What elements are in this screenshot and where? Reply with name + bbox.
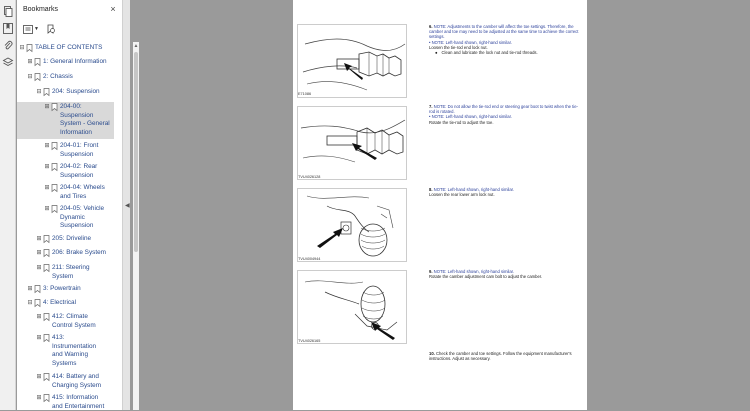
- bookmark-icon: [34, 58, 41, 66]
- bookmark-icon: [34, 285, 41, 293]
- step-instruction: Rotate the tie-rod to adjust the toe.: [429, 119, 494, 125]
- expand-toggle-icon[interactable]: ⊞: [36, 250, 42, 256]
- tree-item-204-04[interactable]: [44, 184, 105, 201]
- label-line: Suspension: [60, 171, 94, 179]
- expand-toggle-icon[interactable]: ⊞: [36, 374, 42, 380]
- illustration-tie-rod-locknut: [297, 24, 407, 98]
- label-line: System: [52, 272, 74, 280]
- tree-item-brake-system[interactable]: [36, 249, 106, 258]
- tree-item-204-05[interactable]: [44, 205, 104, 231]
- step-number: 9.: [429, 269, 433, 274]
- attachments-icon[interactable]: [2, 40, 14, 52]
- figure-code: E71086: [298, 92, 312, 96]
- tree-item-label: 206: Brake System: [52, 249, 106, 256]
- procedure-step-6: [429, 24, 581, 55]
- bookmarks-icon[interactable]: [2, 23, 14, 35]
- tree-item-general-information[interactable]: [27, 58, 107, 67]
- scroll-up-arrow-icon[interactable]: ▲: [133, 43, 139, 49]
- tree-item-label: [52, 264, 90, 281]
- tree-item-climate-control[interactable]: [36, 313, 96, 330]
- pages-icon[interactable]: [2, 6, 14, 18]
- label-line: 211: Steering: [52, 264, 90, 271]
- figure-code: TVU4026128: [298, 175, 321, 179]
- tree-item-label: [52, 313, 96, 330]
- bookmark-icon: [43, 373, 50, 381]
- scrollbar-thumb[interactable]: [134, 52, 138, 252]
- label-line: 412: Climate: [52, 313, 88, 320]
- bookmark-icon: [43, 249, 50, 257]
- step-instruction: Loosen the tie-rod end lock nut.: [429, 44, 488, 50]
- tree-item-information-entertainment[interactable]: [36, 394, 104, 411]
- expand-toggle-icon[interactable]: ⊞: [27, 286, 33, 292]
- step-instruction: Check the camber and toe settings. Follow the equipment manufacturer's instructions. Adjust as necessary.: [429, 351, 572, 362]
- expand-toggle-icon[interactable]: ⊞: [36, 236, 42, 242]
- expand-toggle-icon[interactable]: ⊞: [27, 59, 33, 65]
- step-number: 10.: [429, 351, 435, 356]
- label-line: Suspension: [60, 150, 94, 158]
- layers-icon[interactable]: [2, 57, 14, 69]
- side-rail: [0, 0, 16, 410]
- tree-item-electrical[interactable]: [27, 299, 76, 308]
- bookmark-icon: [43, 88, 50, 96]
- bookmark-search-icon: [45, 24, 56, 35]
- illustration-rear-lower-arm: [297, 188, 407, 262]
- bookmark-icon: [51, 205, 58, 213]
- tree-item-204-01[interactable]: [44, 142, 98, 159]
- collapse-toggle-icon[interactable]: ⊟: [36, 89, 42, 95]
- step-instruction: Rotate the camber adjustment cam bolt to adjust the camber.: [429, 274, 543, 280]
- tree-item-toc[interactable]: [19, 44, 102, 53]
- step-note: NOTE: Adjustments to the camber will affect the toe settings. Therefore, the camber and toe may need to be adjusted at the same time to achieve the correct settings.: [429, 24, 579, 40]
- step-note: NOTE: Left-hand shown, right-hand similar.: [433, 269, 514, 274]
- document-page: [293, 0, 587, 410]
- tree-item-label: [52, 373, 101, 390]
- bookmark-icon: [43, 235, 50, 243]
- tree-item-battery-charging[interactable]: [36, 373, 101, 390]
- panel-header: [17, 0, 122, 18]
- procedure-step-7: [429, 104, 581, 125]
- step-sub-note: • NOTE: Left-hand shown, right-hand similar.: [429, 114, 512, 120]
- procedure-step-10: [429, 351, 581, 361]
- bookmarks-toolbar: [17, 18, 122, 40]
- tree-item-label: 4: Electrical: [43, 299, 77, 306]
- label-line: System - General: [60, 120, 110, 128]
- label-line: and Tires: [60, 192, 87, 200]
- step-note: NOTE: Do not allow the tie-rod end or steering gear boot to twist when the tie-rod is rotated.: [429, 104, 578, 115]
- tree-item-label: [60, 205, 104, 231]
- step-bullet: [429, 50, 581, 55]
- step-number: 7.: [429, 104, 433, 109]
- label-line: Suspension: [60, 111, 94, 119]
- label-line: 204-02: Rear: [60, 163, 98, 170]
- bookmark-icon: [43, 313, 50, 321]
- procedure-step-9: [429, 269, 581, 279]
- tree-item-label: TABLE OF CONTENTS: [35, 44, 103, 51]
- panel-title: Bookmarks: [23, 5, 59, 13]
- tree-item-label: 2: Chassis: [43, 73, 73, 80]
- tree-item-driveline[interactable]: [36, 235, 91, 244]
- label-line: 204-00:: [60, 103, 82, 110]
- figure-code: TVU4004944: [298, 257, 321, 261]
- tree-item-label: [60, 142, 98, 159]
- bookmark-icon: [43, 264, 50, 272]
- tree-item-label: [60, 184, 105, 201]
- step-sub-note: • NOTE: Left-hand shown, right-hand similar.: [429, 39, 512, 45]
- bullet-text: Clean and lubricate the lock nut and tie-rod threads.: [441, 50, 538, 56]
- expand-toggle-icon[interactable]: ⊞: [44, 143, 50, 149]
- label-line: Information: [60, 128, 92, 136]
- collapse-panel-arrow-icon[interactable]: ◀: [125, 203, 130, 209]
- tree-item-suspension[interactable]: [36, 88, 100, 97]
- bookmark-icon: [34, 299, 41, 307]
- bookmark-icon: [51, 184, 58, 192]
- collapse-toggle-icon[interactable]: ⊟: [27, 300, 33, 306]
- collapse-toggle-icon[interactable]: ⊟: [27, 74, 33, 80]
- label-line: 204-01: Front: [60, 142, 99, 149]
- tree-item-label: [52, 334, 96, 368]
- tree-item-label: 1: General Information: [43, 58, 107, 65]
- tree-item-label: 3: Powertrain: [43, 285, 81, 292]
- expand-toggle-icon[interactable]: ⊞: [44, 206, 50, 212]
- illustration-camber-cam-bolt: [297, 270, 407, 344]
- tree-item-label: 204: Suspension: [52, 88, 100, 95]
- list-options-icon: [23, 25, 33, 34]
- expand-toggle-icon[interactable]: ⊞: [36, 265, 42, 271]
- tree-item-204-02[interactable]: [44, 163, 97, 180]
- label-line: 415: Information: [52, 394, 99, 401]
- label-line: Dynamic: [60, 213, 85, 221]
- label-line: Systems: [52, 359, 77, 367]
- label-line: and Warning: [52, 351, 88, 359]
- step-note: NOTE: Left-hand shown, right-hand similar.: [433, 187, 514, 192]
- tree-item-instrumentation[interactable]: [36, 334, 96, 368]
- bookmark-icon: [51, 163, 58, 171]
- bookmark-icon: [51, 142, 58, 150]
- label-line: Instrumentation: [52, 342, 97, 350]
- expand-toggle-icon[interactable]: ⊞: [36, 395, 42, 401]
- tree-item-steering-system[interactable]: [36, 264, 90, 281]
- bookmark-icon: [34, 73, 41, 81]
- label-line: and Entertainment: [52, 402, 105, 410]
- collapse-toggle-icon[interactable]: ⊟: [19, 45, 25, 51]
- label-line: Charging System: [52, 381, 102, 389]
- expand-toggle-icon[interactable]: ⊞: [44, 185, 50, 191]
- tree-item-label: [60, 163, 97, 180]
- label-line: 204-04: Wheels: [60, 184, 105, 191]
- options-dropdown-button[interactable]: [23, 22, 39, 36]
- figure-code: TVU4026165: [298, 339, 321, 343]
- label-line: 204-05: Vehicle: [60, 205, 105, 212]
- tree-item-204-00[interactable]: [44, 103, 110, 137]
- label-line: 413:: [52, 334, 65, 341]
- label-line: Suspension: [60, 222, 94, 230]
- tree-item-label: [60, 103, 110, 137]
- tree-item-label: [52, 394, 104, 411]
- close-icon[interactable]: ×: [110, 4, 116, 14]
- tree-item-label: 205: Driveline: [52, 235, 92, 242]
- chevron-down-icon: ▼: [34, 26, 39, 32]
- expand-toggle-icon[interactable]: ⊞: [44, 104, 50, 110]
- bookmark-icon: [51, 103, 58, 111]
- step-instruction: Loosen the rear lower arm lock nut.: [429, 192, 495, 198]
- step-number: 6.: [429, 24, 433, 29]
- bookmarks-panel: [17, 0, 139, 410]
- bookmark-icon: [43, 334, 50, 342]
- tree-item-chassis[interactable]: [27, 73, 73, 82]
- procedure-step-8: [429, 187, 581, 197]
- tree-item-powertrain[interactable]: [27, 285, 81, 294]
- expand-toggle-icon[interactable]: ⊞: [44, 164, 50, 170]
- illustration-tie-rod-rotate: [297, 106, 407, 180]
- bookmark-icon: [26, 44, 33, 52]
- label-line: 414: Battery and: [52, 373, 99, 380]
- label-line: Control System: [52, 321, 96, 329]
- expand-toggle-icon[interactable]: ⊞: [36, 335, 42, 341]
- bookmark-icon: [43, 394, 50, 402]
- expand-toggle-icon[interactable]: ⊞: [36, 314, 42, 320]
- bullet-icon: ●: [435, 50, 438, 56]
- step-number: 8.: [429, 187, 433, 192]
- find-bookmark-button[interactable]: [45, 22, 56, 36]
